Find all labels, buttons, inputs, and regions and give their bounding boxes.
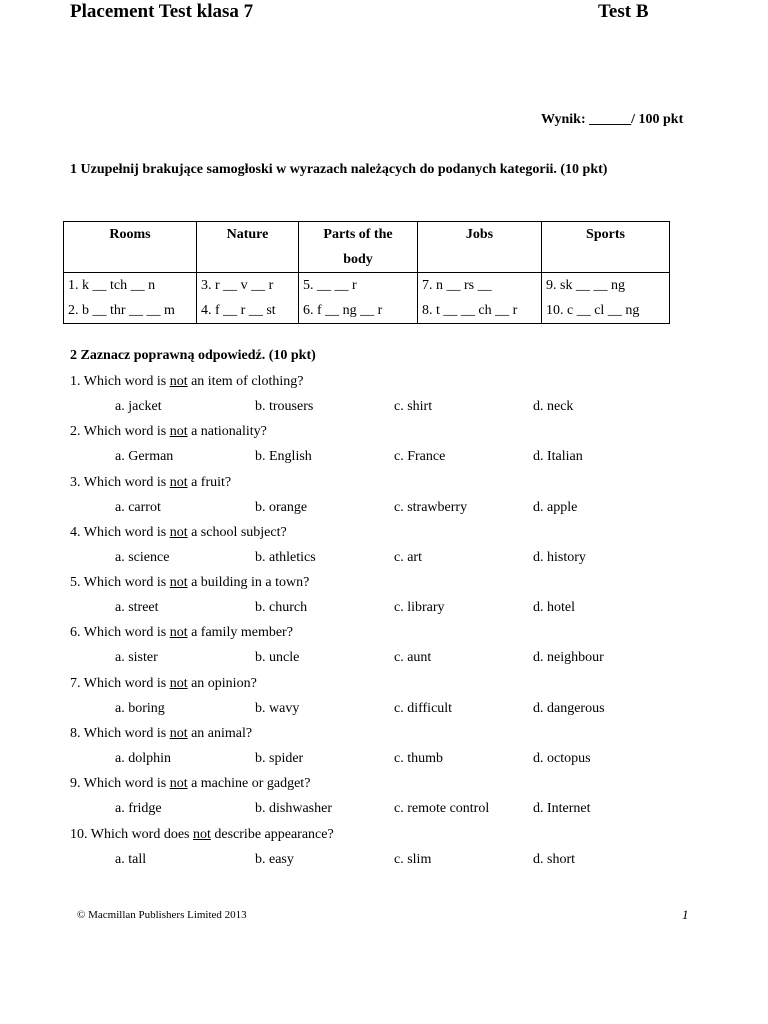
column-header-line: Rooms (109, 227, 151, 242)
answer-options (70, 848, 710, 872)
word-item: 9. sk __ __ ng (546, 278, 625, 293)
answer-option-b: b. trousers (255, 399, 314, 414)
answer-option-d: d. Internet (533, 801, 591, 817)
question-text-end: describe appearance? (210, 826, 334, 842)
negation-keyword: not (169, 575, 188, 591)
answer-options (70, 646, 710, 670)
question-text (70, 672, 257, 696)
answer-options (70, 496, 710, 520)
question-3 (70, 471, 710, 521)
answer-option-b: b. athletics (255, 549, 316, 565)
word-item: 7. n __ rs __ (422, 278, 492, 293)
answer-option-a: a. fridge (115, 801, 162, 817)
column-header-line: Jobs (465, 227, 494, 242)
answer-option-b: b. dishwasher (255, 801, 332, 817)
answer-option-c: c. library (394, 600, 445, 616)
vowels-table-header-row (64, 222, 670, 273)
table-cell-sports (542, 273, 670, 324)
question-8 (70, 722, 710, 772)
answer-option-a: a. jacket (115, 399, 162, 414)
column-header-parts-of-the-body (299, 222, 418, 273)
copyright-notice: © Macmillan Publishers Limited 2013 (77, 909, 247, 921)
question-text (70, 621, 293, 645)
vowels-table-row (64, 273, 670, 324)
answer-option-a: a. sister (115, 650, 158, 666)
negation-keyword: not (169, 474, 188, 490)
answer-option-b: b. church (255, 600, 308, 616)
column-header-rooms (64, 222, 197, 273)
question-text-start: 2. Which word is (70, 424, 170, 440)
answer-option-b: b. wavy (255, 700, 300, 716)
answer-options (70, 395, 710, 419)
word-item: 6. f __ ng __ r (303, 303, 383, 318)
answer-options (70, 596, 710, 620)
answer-option-a: a. German (115, 449, 174, 465)
answer-option-b: b. uncle (255, 650, 300, 666)
column-header-line: body (343, 252, 373, 267)
negation-keyword: not (169, 524, 188, 540)
answer-option-a: a. tall (115, 851, 147, 867)
answer-option-b: b. spider (255, 751, 304, 767)
page-number: 1 (682, 907, 689, 922)
table-cell-jobs (418, 273, 542, 324)
column-header-jobs (418, 222, 542, 273)
column-header-line: Sports (586, 227, 625, 242)
question-text-start: 5. Which word is (70, 575, 170, 591)
column-header-line: Parts of the (323, 227, 393, 242)
column-header-line (422, 247, 537, 272)
question-text-end: a building in a town? (187, 575, 310, 591)
answer-option-b: b. easy (255, 851, 294, 867)
question-text-end: a machine or gadget? (187, 776, 311, 792)
answer-options (70, 747, 710, 771)
question-list (70, 370, 710, 873)
question-text (70, 521, 287, 545)
question-text-end: an animal? (187, 726, 253, 742)
question-1 (70, 370, 710, 420)
word-item: 5. __ __ r (303, 278, 357, 293)
question-5 (70, 571, 710, 621)
answer-option-d: d. neighbour (533, 650, 604, 666)
answer-option-c: c. slim (394, 851, 432, 867)
section-1-title: 1 Uzupełnij brakujące samogłoski w wyrazach należących do podanych kategorii. (10 pkt) (70, 162, 608, 177)
negation-keyword: not (169, 374, 188, 389)
question-10 (70, 823, 710, 873)
question-text-end: a school subject? (187, 524, 287, 540)
question-text (70, 471, 231, 495)
word-item: 1. k __ tch __ n (68, 278, 156, 293)
table-cell-nature (197, 273, 299, 324)
answer-option-a: a. street (115, 600, 159, 616)
answer-option-d: d. short (533, 851, 575, 867)
question-9 (70, 772, 710, 822)
answer-option-d: d. Italian (533, 449, 583, 465)
question-text (70, 823, 334, 847)
negation-keyword: not (169, 776, 188, 792)
question-text-end: a family member? (187, 625, 293, 641)
question-text (70, 772, 310, 796)
answer-option-c: c. France (394, 449, 446, 465)
score-line: Wynik: ______/ 100 pkt (541, 112, 684, 127)
negation-keyword: not (169, 675, 188, 691)
word-item: 4. f __ r __ st (201, 303, 276, 318)
column-header-line: Nature (226, 227, 269, 242)
column-header-line (546, 247, 665, 272)
answer-option-d: d. apple (533, 499, 578, 515)
question-text-start: 1. Which word is (70, 374, 170, 389)
table-cell-parts-of-the-body (299, 273, 418, 324)
answer-option-a: a. boring (115, 700, 165, 716)
question-text-end: a fruit? (187, 474, 232, 490)
answer-option-d: d. history (533, 549, 586, 565)
word-item: 8. t __ __ ch __ r (422, 303, 518, 318)
negation-keyword: not (193, 826, 211, 842)
answer-option-d: d. octopus (533, 751, 591, 767)
question-text-start: 6. Which word is (70, 625, 170, 641)
answer-option-d: d. hotel (533, 600, 575, 616)
question-text-start: 10. Which word does (70, 826, 193, 842)
vowels-table (63, 221, 670, 324)
question-7 (70, 672, 710, 722)
question-6 (70, 621, 710, 671)
negation-keyword: not (169, 726, 188, 742)
question-text (70, 420, 267, 444)
question-text-start: 4. Which word is (70, 524, 170, 540)
question-text-start: 8. Which word is (70, 726, 170, 742)
answer-option-b: b. orange (255, 499, 308, 515)
answer-option-d: d. dangerous (533, 700, 605, 716)
question-4 (70, 521, 710, 571)
question-2 (70, 420, 710, 470)
question-text-end: an opinion? (187, 675, 257, 691)
answer-option-c: c. shirt (394, 399, 433, 414)
column-header-nature (197, 222, 299, 273)
answer-option-a: a. science (115, 549, 170, 565)
answer-option-c: c. strawberry (394, 499, 468, 515)
answer-options (70, 797, 710, 821)
answer-options (70, 546, 710, 570)
test-version-label: Test B (598, 1, 649, 22)
question-text-start: 9. Which word is (70, 776, 170, 792)
question-text-start: 7. Which word is (70, 675, 170, 691)
answer-option-d: d. neck (533, 399, 574, 414)
word-item: 3. r __ v __ r (201, 278, 274, 293)
negation-keyword: not (169, 625, 188, 641)
question-text-end: an item of clothing? (187, 374, 304, 389)
negation-keyword: not (169, 424, 188, 440)
question-text (70, 370, 303, 394)
test-title: Placement Test klasa 7 (70, 1, 254, 22)
question-text-end: a nationality? (187, 424, 267, 440)
answer-option-c: c. thumb (394, 751, 443, 767)
answer-option-c: c. art (394, 549, 422, 565)
question-text (70, 722, 252, 746)
section-2-title: 2 Zaznacz poprawną odpowiedź. (10 pkt) (70, 348, 316, 363)
column-header-line (68, 247, 192, 272)
answer-option-a: a. dolphin (115, 751, 171, 767)
question-text (70, 571, 309, 595)
answer-options (70, 445, 710, 469)
question-text-start: 3. Which word is (70, 474, 170, 490)
column-header-sports (542, 222, 670, 273)
answer-options (70, 697, 710, 721)
table-cell-rooms (64, 273, 197, 324)
answer-option-c: c. aunt (394, 650, 432, 666)
answer-option-c: c. difficult (394, 700, 453, 716)
answer-option-b: b. English (255, 449, 312, 465)
column-header-line (201, 247, 294, 272)
answer-option-c: c. remote control (394, 801, 490, 817)
answer-option-a: a. carrot (115, 499, 161, 515)
word-item: 2. b __ thr __ __ m (68, 303, 175, 318)
word-item: 10. c __ cl __ ng (546, 303, 640, 318)
